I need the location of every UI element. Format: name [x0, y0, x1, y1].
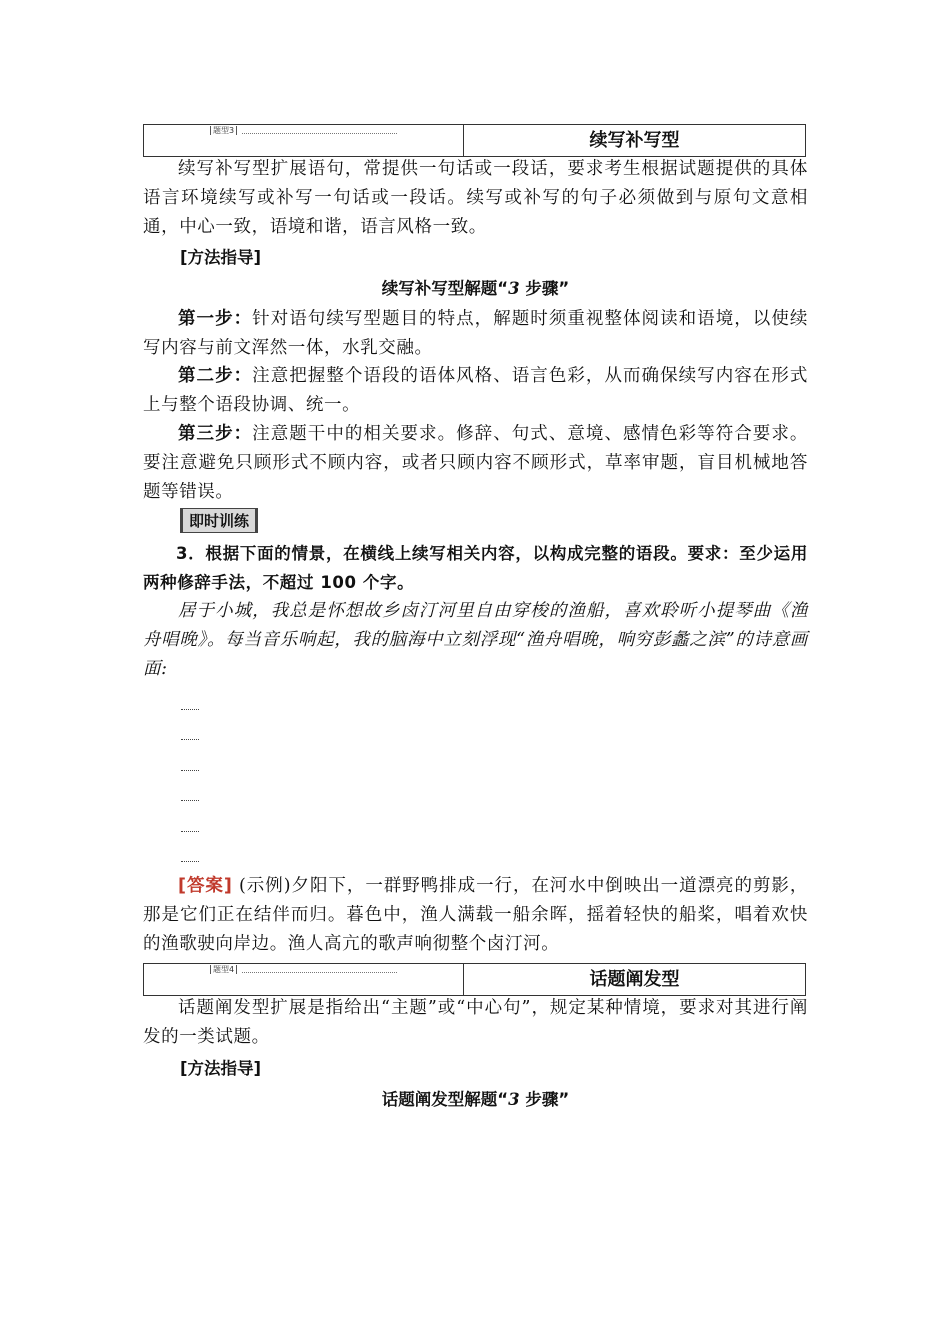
type-badge: 题型3	[210, 126, 237, 135]
step2-label: 第二步：	[178, 366, 253, 386]
answer-text: (示例)夕阳下，一群野鸭排成一行，在河水中倒映出一道漂亮的剪影，那是它们正在结伴而归。暮色中，渔人满载一船余晖，摇着轻快的船桨，唱着欢快的渔歌驶向岸边。渔人高亢的歌声响彻整个卤汀河。	[143, 876, 808, 954]
steps-title	[143, 275, 808, 299]
answer-blank-line[interactable]	[181, 770, 199, 771]
answer	[143, 872, 808, 959]
steps-title-num: 3	[508, 279, 520, 298]
section1-intro: 续写补写型扩展语句，常提供一句话或一段话，要求考生根据试题提供的具体语言环境续写或补写一句话或一段话。续写或补写的句子必须做到与原句文意相通，中心一致，语境和谐，语言风格一致。	[143, 159, 808, 237]
dotted-rule	[242, 133, 397, 134]
badge-area	[144, 125, 464, 156]
step3-text: 注意题干中的相关要求。修辞、句式、意境、感情色彩等符合要求。要注意避免只顾形式不顾内容，或者只顾内容不顾形式，草率审题，盲目机械地答题等错误。	[143, 424, 808, 502]
answer-tag: [答案]	[178, 876, 233, 896]
step1-label: 第一步：	[178, 309, 253, 329]
answer-blank-line[interactable]	[181, 800, 199, 801]
type-badge: 题型4	[210, 965, 237, 974]
section-title: 续写补写型	[589, 130, 680, 151]
dotted-rule	[242, 972, 397, 973]
step3	[143, 420, 808, 507]
step2	[143, 362, 808, 420]
answer-blank-line[interactable]	[181, 709, 199, 710]
steps-title-suffix: 步骤”	[519, 1090, 570, 1109]
section-title: 话题阐发型	[589, 969, 680, 990]
step2-text: 注意把握整个语段的语体风格、语言色彩，从而确保续写内容在形式上与整个语段协调、统一。	[143, 366, 808, 415]
method-label: [方法指导]	[180, 1059, 262, 1078]
badge-area	[144, 964, 464, 995]
answer-blank-line[interactable]	[181, 861, 199, 862]
step3-label: 第三步：	[178, 424, 253, 444]
section2-intro: 话题阐发型扩展是指给出“主题”或“中心句”，规定某种情境，要求对其进行阐发的一类试题。	[143, 998, 808, 1047]
steps-title-prefix: 续写补写型解题“	[381, 279, 509, 298]
answer-blank-line[interactable]	[181, 831, 199, 832]
step1	[143, 305, 808, 363]
answer-blank-line[interactable]	[181, 739, 199, 740]
step1-text: 针对语句续写型题目的特点，解题时须重视整体阅读和语境，以使续写内容与前文浑然一体，水乳交融。	[143, 309, 808, 358]
steps-title-prefix: 话题阐发型解题“	[381, 1090, 509, 1109]
steps-title-suffix: 步骤”	[519, 279, 570, 298]
steps-title-num: 3	[508, 1090, 520, 1109]
section-header-type3	[143, 124, 806, 157]
practice-passage: 居于小城，我总是怀想故乡卤汀河里自由穿梭的渔船，喜欢聆听小提琴曲《渔舟唱晚》。每当音乐响起，我的脑海中立刻浮现“渔舟唱晚，响穷彭蠡之滨”的诗意画面:	[143, 601, 808, 679]
method-label: [方法指导]	[180, 248, 262, 267]
practice-tag: 即时训练	[180, 508, 258, 533]
steps-title	[143, 1086, 808, 1110]
practice-question: 3．根据下面的情景，在横线上续写相关内容，以构成完整的语段。要求：至少运用两种修辞手法，不超过 100 个字。	[143, 544, 808, 592]
section-header-type4	[143, 963, 806, 996]
